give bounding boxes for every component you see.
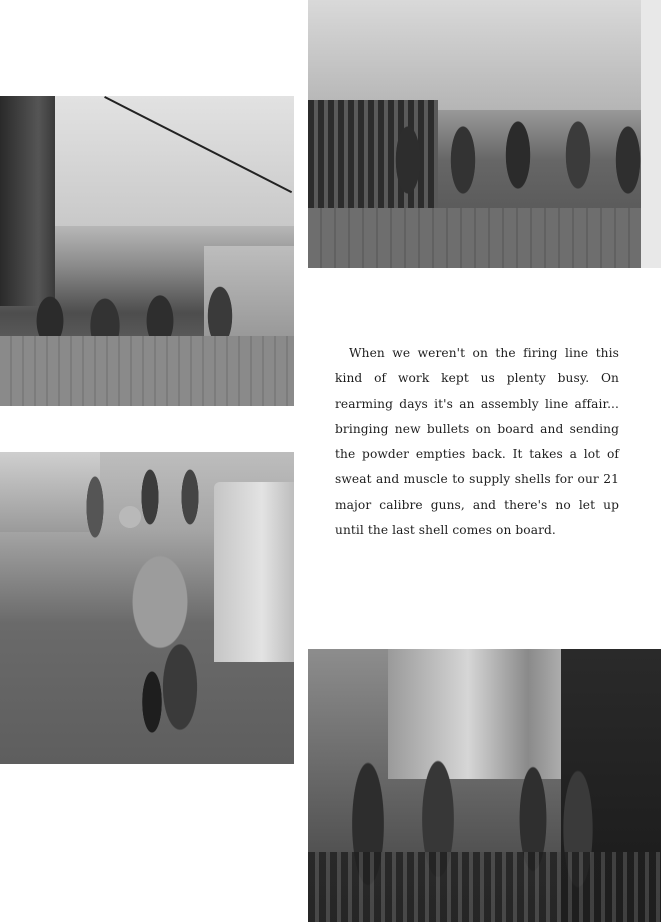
caption-text: When we weren't on the firing line this kind of work kept us plenty busy. On rearming days it's an assembly line affair... bringing new bullets on board and sending the powder empties back. It takes a lot of sweat and muscle to supply shells for our 21 major calibre guns, and there's no let up until the last shell comes on board. <box>335 346 619 538</box>
photo-deck-crew-handling-shells <box>0 96 294 406</box>
photo-ammunition-stacks-on-deck <box>308 0 661 268</box>
photo-sailor-lifting-shell <box>0 452 294 764</box>
photo-crew-passing-shells-below <box>308 649 661 922</box>
